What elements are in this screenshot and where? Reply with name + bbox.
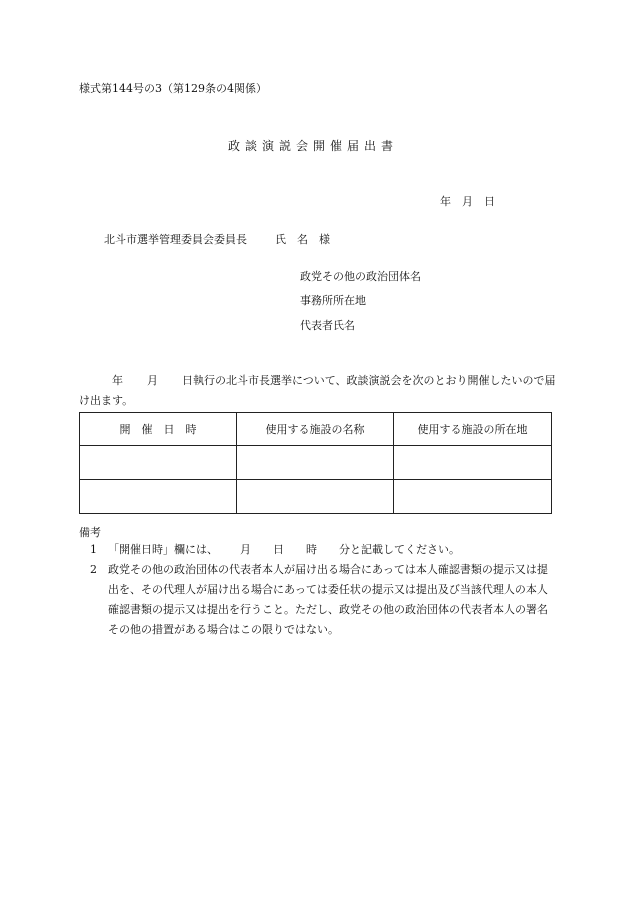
table-cell-facility-address[interactable] (394, 446, 552, 480)
addressee-honorific: 氏 名 様 (275, 233, 330, 246)
applicant-office-address-label: 事務所所在地 (300, 294, 366, 307)
table-cell-facility-address[interactable] (394, 480, 552, 514)
applicant-representative-label: 代表者氏名 (300, 319, 355, 332)
table-cell-facility-name[interactable] (237, 480, 394, 514)
table-cell-datetime[interactable] (80, 480, 237, 514)
header-event-datetime: 開 催 日 時 (80, 413, 237, 446)
event-table (79, 412, 552, 514)
body-month: 月 (147, 374, 158, 387)
header-facility-name: 使用する施設の名称 (237, 413, 394, 446)
remark-2-number: 2 (90, 563, 97, 576)
remark-1-minute: 分と記載してください。 (339, 543, 460, 556)
remark-1-part: 「開催日時」欄には、 (108, 543, 218, 556)
table-cell-datetime[interactable] (80, 446, 237, 480)
remark-1 (90, 540, 460, 560)
addressee-name: 北斗市選挙管理委員会委員長 (104, 233, 247, 246)
form-number: 様式第144号の3（第129条の4関係） (79, 82, 267, 95)
remarks-title: 備考 (79, 526, 101, 539)
remark-1-hour: 時 (306, 543, 317, 556)
remark-2-text: 政党その他の政治団体の代表者本人が届け出る場合にあっては本人確認書類の提示又は提出を、その代理人が届け出る場合にあっては委任状の提示又は提出及び当該代理人の本人確認書類の提示又は提出を行うこと。ただし、政党その他の政治団体の代表者本人の署名その他の措置がある場合はこの限りではない。 (108, 563, 548, 636)
table-header-row (80, 413, 552, 446)
table-row (80, 480, 552, 514)
body-year: 年 (112, 374, 123, 387)
table-row (80, 446, 552, 480)
addressee (104, 231, 330, 247)
remark-1-day: 日 (273, 543, 284, 556)
document-title: 政談演説会開催届出書 (228, 139, 399, 153)
applicant-organization-label: 政党その他の政治団体名 (300, 270, 421, 283)
header-facility-address: 使用する施設の所在地 (394, 413, 552, 446)
remark-1-month: 月 (240, 543, 251, 556)
body-paragraph (79, 371, 559, 411)
remark-2 (90, 560, 552, 640)
date-line: 年 月 日 (440, 195, 495, 208)
table-cell-facility-name[interactable] (237, 446, 394, 480)
remark-1-number: 1 (90, 543, 97, 556)
body-text: 日執行の北斗市長選挙について、政談演説会を次のとおり開催したいので届け出ます。 (79, 374, 556, 407)
